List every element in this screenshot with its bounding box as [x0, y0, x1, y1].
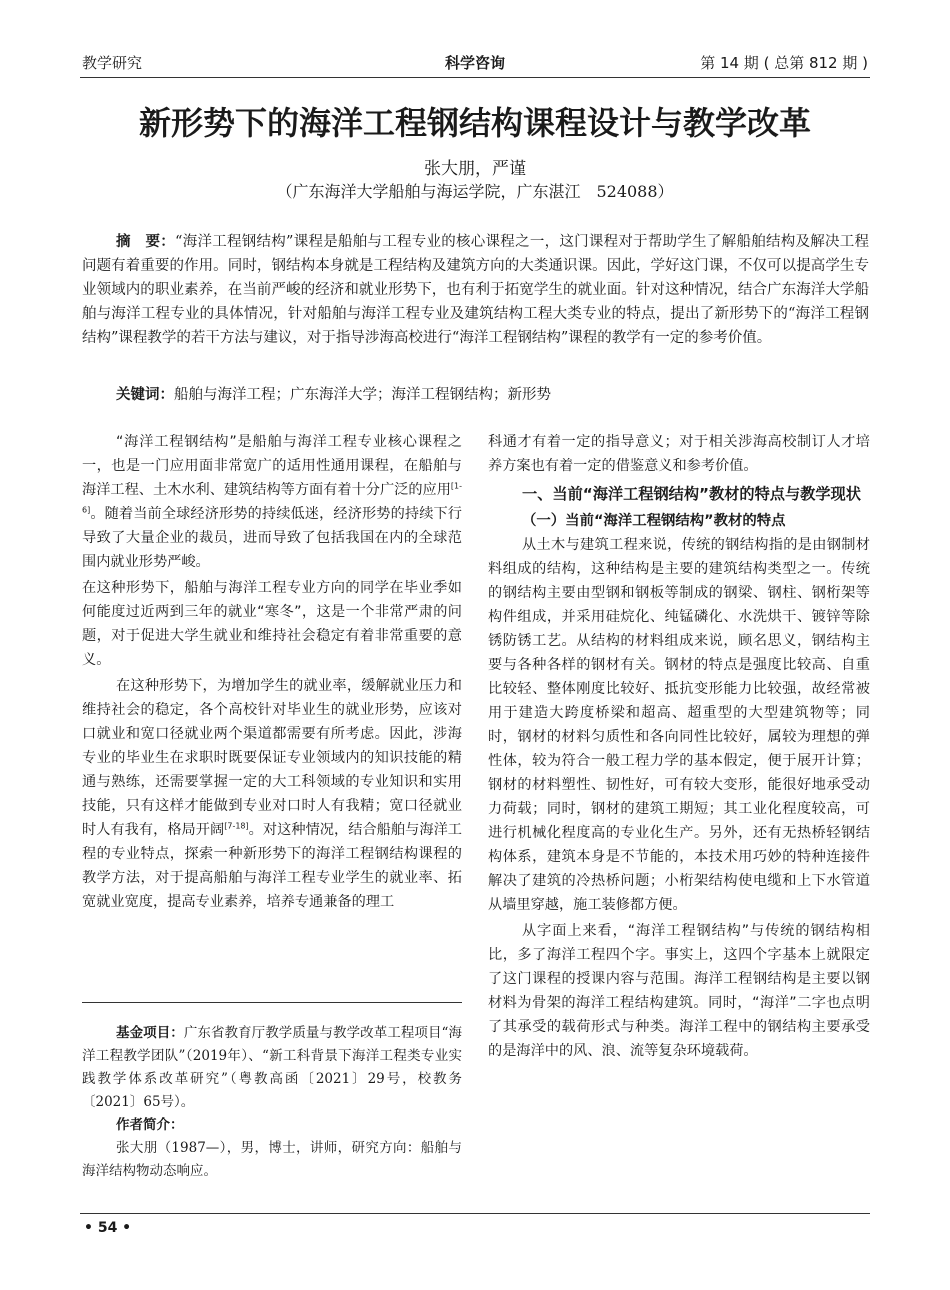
footnote	[82, 1022, 462, 1183]
body-paragraph: 从字面上来看，“海洋工程钢结构”与传统的钢结构相比，多了海洋工程四个字。事实上，这四个字基本上就限定了这门课程的授课内容与范围。海洋工程钢结构是主要以钢材料为骨架的海洋工程结构建筑。同时，“海洋”二字也点明了其承受的载荷形式与种类。海洋工程中的钢结构主要承受的是海洋中的风、浪、流等复杂环境载荷。	[488, 923, 870, 1059]
page-number: • 54 •	[84, 1220, 132, 1236]
running-header-section: 教学研究	[82, 54, 143, 72]
body-column-left	[82, 430, 462, 916]
fund-note	[82, 1022, 462, 1114]
subsection-heading: （一）当前“海洋工程钢结构”教材的特点	[522, 513, 786, 529]
running-header-issue: 第 14 期 ( 总第 812 期 )	[700, 54, 868, 72]
body-paragraph: 科通才有着一定的指导意义；对于相关涉海高校制订人才培养方案也有着一定的借鉴意义和参考价值。	[488, 434, 870, 474]
author-bio-label-line	[82, 1114, 462, 1137]
author-bio: 张大朋（1987—），男，博士，讲师，研究方向：船舶与海洋结构物动态响应。	[82, 1140, 462, 1179]
keywords-label: 关键词：	[116, 387, 174, 403]
section-heading: 一、当前“海洋工程钢结构”教材的特点与教学现状	[522, 485, 861, 503]
article-title: 新形势下的海洋工程钢结构课程设计与教学改革	[138, 104, 811, 142]
author-names: 张大朋，严谨	[424, 159, 526, 179]
body-paragraph	[82, 674, 462, 914]
abstract-text: “海洋工程钢结构”课程是船舶与工程专业的核心课程之一，这门课程对于帮助学生了解船舶结构及解决工程问题有着重要的作用。同时，钢结构本身就是工程结构及建筑方向的大类通识课。因此，学好这门课，不仅可以提高学生专业领域内的职业素养，在当前严峻的经济和就业形势下，也有利于拓宽学生的就业面。针对这种情况，结合广东海洋大学船舶与海洋工程专业的具体情况，针对船舶与海洋工程专业及建筑结构工程大类专业的特点，提出了新形势下的“海洋工程钢结构”课程教学的若干方法与建议，对于指导涉海高校进行“海洋工程钢结构”课程的教学有一定的参考价值。	[82, 234, 870, 346]
running-header-journal: 科学咨询	[444, 54, 505, 72]
footer-rule	[80, 1213, 870, 1214]
citation-ref: [7-18]	[224, 821, 249, 831]
body-paragraph: 在这种形势下，船舶与海洋工程专业方向的同学在毕业季如何能度过近两到三年的就业“寒冬”，这是一个非常严肃的问题，对于促进大学生就业和维持社会稳定有着非常重要的意义。	[82, 580, 462, 668]
keywords-text: 船舶与海洋工程；广东海洋大学；海洋工程钢结构；新形势	[174, 387, 551, 403]
body-column-right	[488, 430, 870, 1065]
author-affiliation: （广东海洋大学船舶与海运学院，广东湛江 524088）	[276, 182, 674, 201]
paragraph-text: 在这种形势下，为增加学生的就业率，缓解就业压力和维持社会的稳定，各个高校针对毕业生的就业形势，应该对口就业和宽口径就业两个渠道都需要有所考虑。因此，涉海专业的毕业生在求职时既要保证专业领域内的知识技能的精通与熟练，还需要掌握一定的大工科领域的专业知识和实用技能，只有这样才能做到专业对口时人有我精；宽口径就业时人有我有，格局开阔	[82, 678, 462, 838]
header-rule	[80, 77, 870, 78]
paragraph-text: 。对这种情况，结合船舶与海洋工程的专业特点，探索一种新形势下的海洋工程钢结构课程的教学方法，对于提高船舶与海洋工程专业学生的就业率、拓宽就业宽度，提高专业素养，培养专通兼备的理工	[82, 822, 462, 910]
abstract	[82, 230, 869, 350]
body-paragraph: 从土木与建筑工程来说，传统的钢结构指的是由钢制材料组成的结构，这种结构是主要的建筑结构类型之一。传统的钢结构主要由型钢和钢板等制成的钢梁、钢柱、钢桁架等构件组成，并采用硅烷化、纯锰磷化、水洗烘干、镀锌等除锈防锈工艺。从结构的材料组成来说，顾名思义，钢结构主要与各种各样的钢材有关。钢材的特点是强度比较高、自重比较轻、整体刚度比较好、抵抗变形能力比较强，故经常被用于建造大跨度桥梁和超高、超重型的大型建筑物等；同时，钢材的材料匀质性和各向同性比较好，属较为理想的弹性体，较为符合一般工程力学的基本假定，便于展开计算；钢材的材料塑性、韧性好，可有较大变形，能很好地承受动力荷载；同时，钢材的建筑工期短；其工业化程度较高，可进行机械化程度高的专业化生产。另外，还有无热桥轻钢结构体系，建筑本身是不节能的，本技术用巧妙的特种连接件解决了建筑的冷热桥问题；小桁架结构使电缆和上下水管道从墙里穿越，施工装修都方便。	[488, 537, 870, 913]
abstract-label: 摘 要：	[116, 234, 176, 250]
fund-text: 广东省教育厅教学质量与教学改革工程项目“海洋工程教学团队”（2019年）、“新工科背景下海洋工程类专业实践教学体系改革研究”（粤教高函〔2021〕29号，校教务〔2021〕65号）。	[82, 1025, 463, 1110]
paragraph-text: “海洋工程钢结构”是船舶与海洋工程专业核心课程之一，也是一门应用面非常宽广的适用性通用课程，在船舶与海洋工程、土木水利、建筑结构等方面有着十分广泛的应用	[82, 434, 462, 498]
footnote-rule	[82, 1002, 462, 1003]
keywords	[116, 383, 866, 407]
paragraph-text: 。随着当前全球经济形势的持续低迷，经济形势的持续下行导致了大量企业的裁员，进而导致了包括我国在内的全球范围内就业形势严峻。	[82, 506, 462, 570]
author-bio-label: 作者简介：	[116, 1117, 184, 1133]
fund-label: 基金项目：	[116, 1025, 184, 1041]
body-paragraph	[82, 430, 462, 574]
citation-ref: [1-6]	[82, 481, 462, 515]
